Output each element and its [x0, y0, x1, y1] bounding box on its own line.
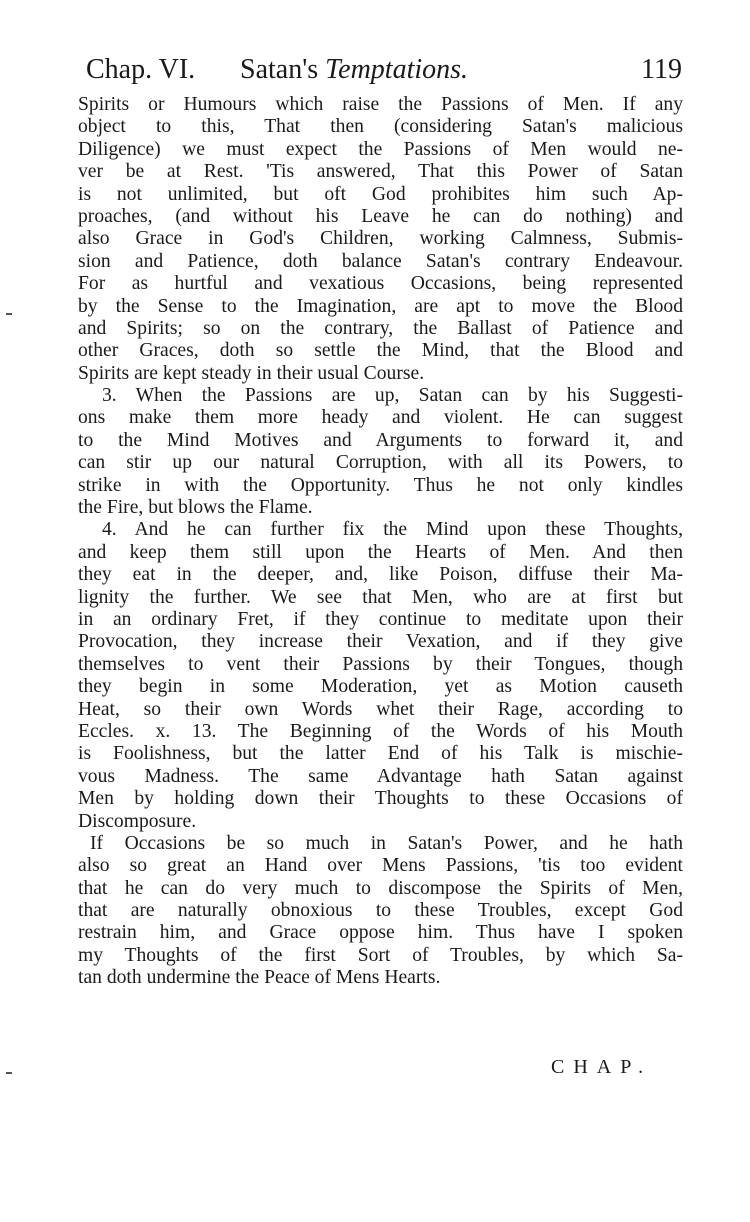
text-line: and keep them still upon the Hearts of Men. And then: [78, 541, 683, 563]
text-line: lignity the further. We see that Men, who are at first but: [78, 586, 683, 608]
text-line: and Spirits; so on the contrary, the Ballast of Patience and: [78, 317, 683, 339]
text-line: Discomposure.: [78, 810, 197, 832]
text-line: also so great an Hand over Mens Passions, 'tis too evident: [78, 855, 683, 877]
margin-mark: [6, 313, 12, 315]
page-number: 119: [641, 54, 682, 85]
text-line: restrain him, and Grace oppose him. Thus have I spoken: [78, 922, 683, 944]
chapter-label: Chap. VI.: [86, 54, 196, 85]
text-line: by the Sense to the Imagination, are apt to move the Blood: [78, 295, 683, 317]
text-line: Provocation, they increase their Vexation, and if they give: [78, 631, 683, 653]
text-line: ons make them more heady and violent. He can suggest: [78, 407, 683, 429]
text-line: Eccles. x. 13. The Beginning of the Words of his Mouth: [78, 720, 683, 742]
text-line: other Graces, doth so settle the Mind, that the Blood and: [78, 340, 683, 362]
text-line: in an ordinary Fret, if they continue to meditate upon their: [78, 608, 683, 630]
text-line: my Thoughts of the first Sort of Troubles, by which Sa-: [78, 944, 683, 966]
text-line: that are naturally obnoxious to these Troubles, except God: [78, 900, 683, 922]
text-line: to the Mind Motives and Arguments to forward it, and: [78, 429, 683, 451]
text-line: Spirits are kept steady in their usual Course.: [78, 362, 425, 384]
text-line: they begin in some Moderation, yet as Motion causeth: [78, 676, 683, 698]
body-text: [78, 94, 683, 990]
text-line: is Foolishness, but the latter End of his Talk is mischie-: [78, 743, 683, 765]
text-line: proaches, (and without his Leave he can do nothing) and: [78, 205, 683, 227]
text-line: strike in with the Opportunity. Thus he not only kindles: [78, 474, 683, 496]
text-line: is not unlimited, but oft God prohibites him such Ap-: [78, 183, 683, 205]
margin-mark: [6, 1072, 12, 1074]
running-title-italic: Temptations.: [325, 54, 469, 85]
text-line: 3. When the Passions are up, Satan can by his Suggesti-: [102, 385, 683, 407]
text-line: Heat, so their own Words whet their Rage, according to: [78, 698, 683, 720]
running-header: [86, 50, 686, 90]
text-line: Men by holding down their Thoughts to these Occasions of: [78, 788, 683, 810]
text-line: Diligence) we must expect the Passions of Men would ne-: [78, 138, 683, 160]
text-line: sion and Patience, doth balance Satan's contrary Endeavour.: [78, 250, 683, 272]
text-line: Spirits or Humours which raise the Passions of Men. If any: [78, 94, 683, 115]
running-title-prefix: Satan's: [240, 54, 319, 85]
text-line: If Occasions be so much in Satan's Power, and he hath: [90, 832, 683, 854]
text-line: also Grace in God's Children, working Calmness, Submis-: [78, 228, 683, 250]
text-line: ver be at Rest. 'Tis answered, That this Power of Satan: [78, 161, 683, 183]
running-title: [240, 50, 468, 90]
catchword: CHAP.: [551, 1056, 653, 1078]
text-line: vous Madness. The same Advantage hath Satan against: [78, 765, 683, 787]
text-line: object to this, That then (considering Satan's malicious: [78, 116, 683, 138]
text-line: that he can do very much to discompose the Spirits of Men,: [78, 877, 683, 899]
text-line: the Fire, but blows the Flame.: [78, 497, 313, 519]
text-line: can stir up our natural Corruption, with all its Powers, to: [78, 452, 683, 474]
text-line: For as hurtful and vexatious Occasions, being represented: [78, 273, 683, 295]
text-line: themselves to vent their Passions by their Tongues, though: [78, 653, 683, 675]
text-line: they eat in the deeper, and, like Poison, diffuse their Ma-: [78, 564, 683, 586]
text-line: tan doth undermine the Peace of Mens Hearts.: [78, 967, 441, 989]
text-line: 4. And he can further fix the Mind upon these Thoughts,: [102, 519, 683, 541]
